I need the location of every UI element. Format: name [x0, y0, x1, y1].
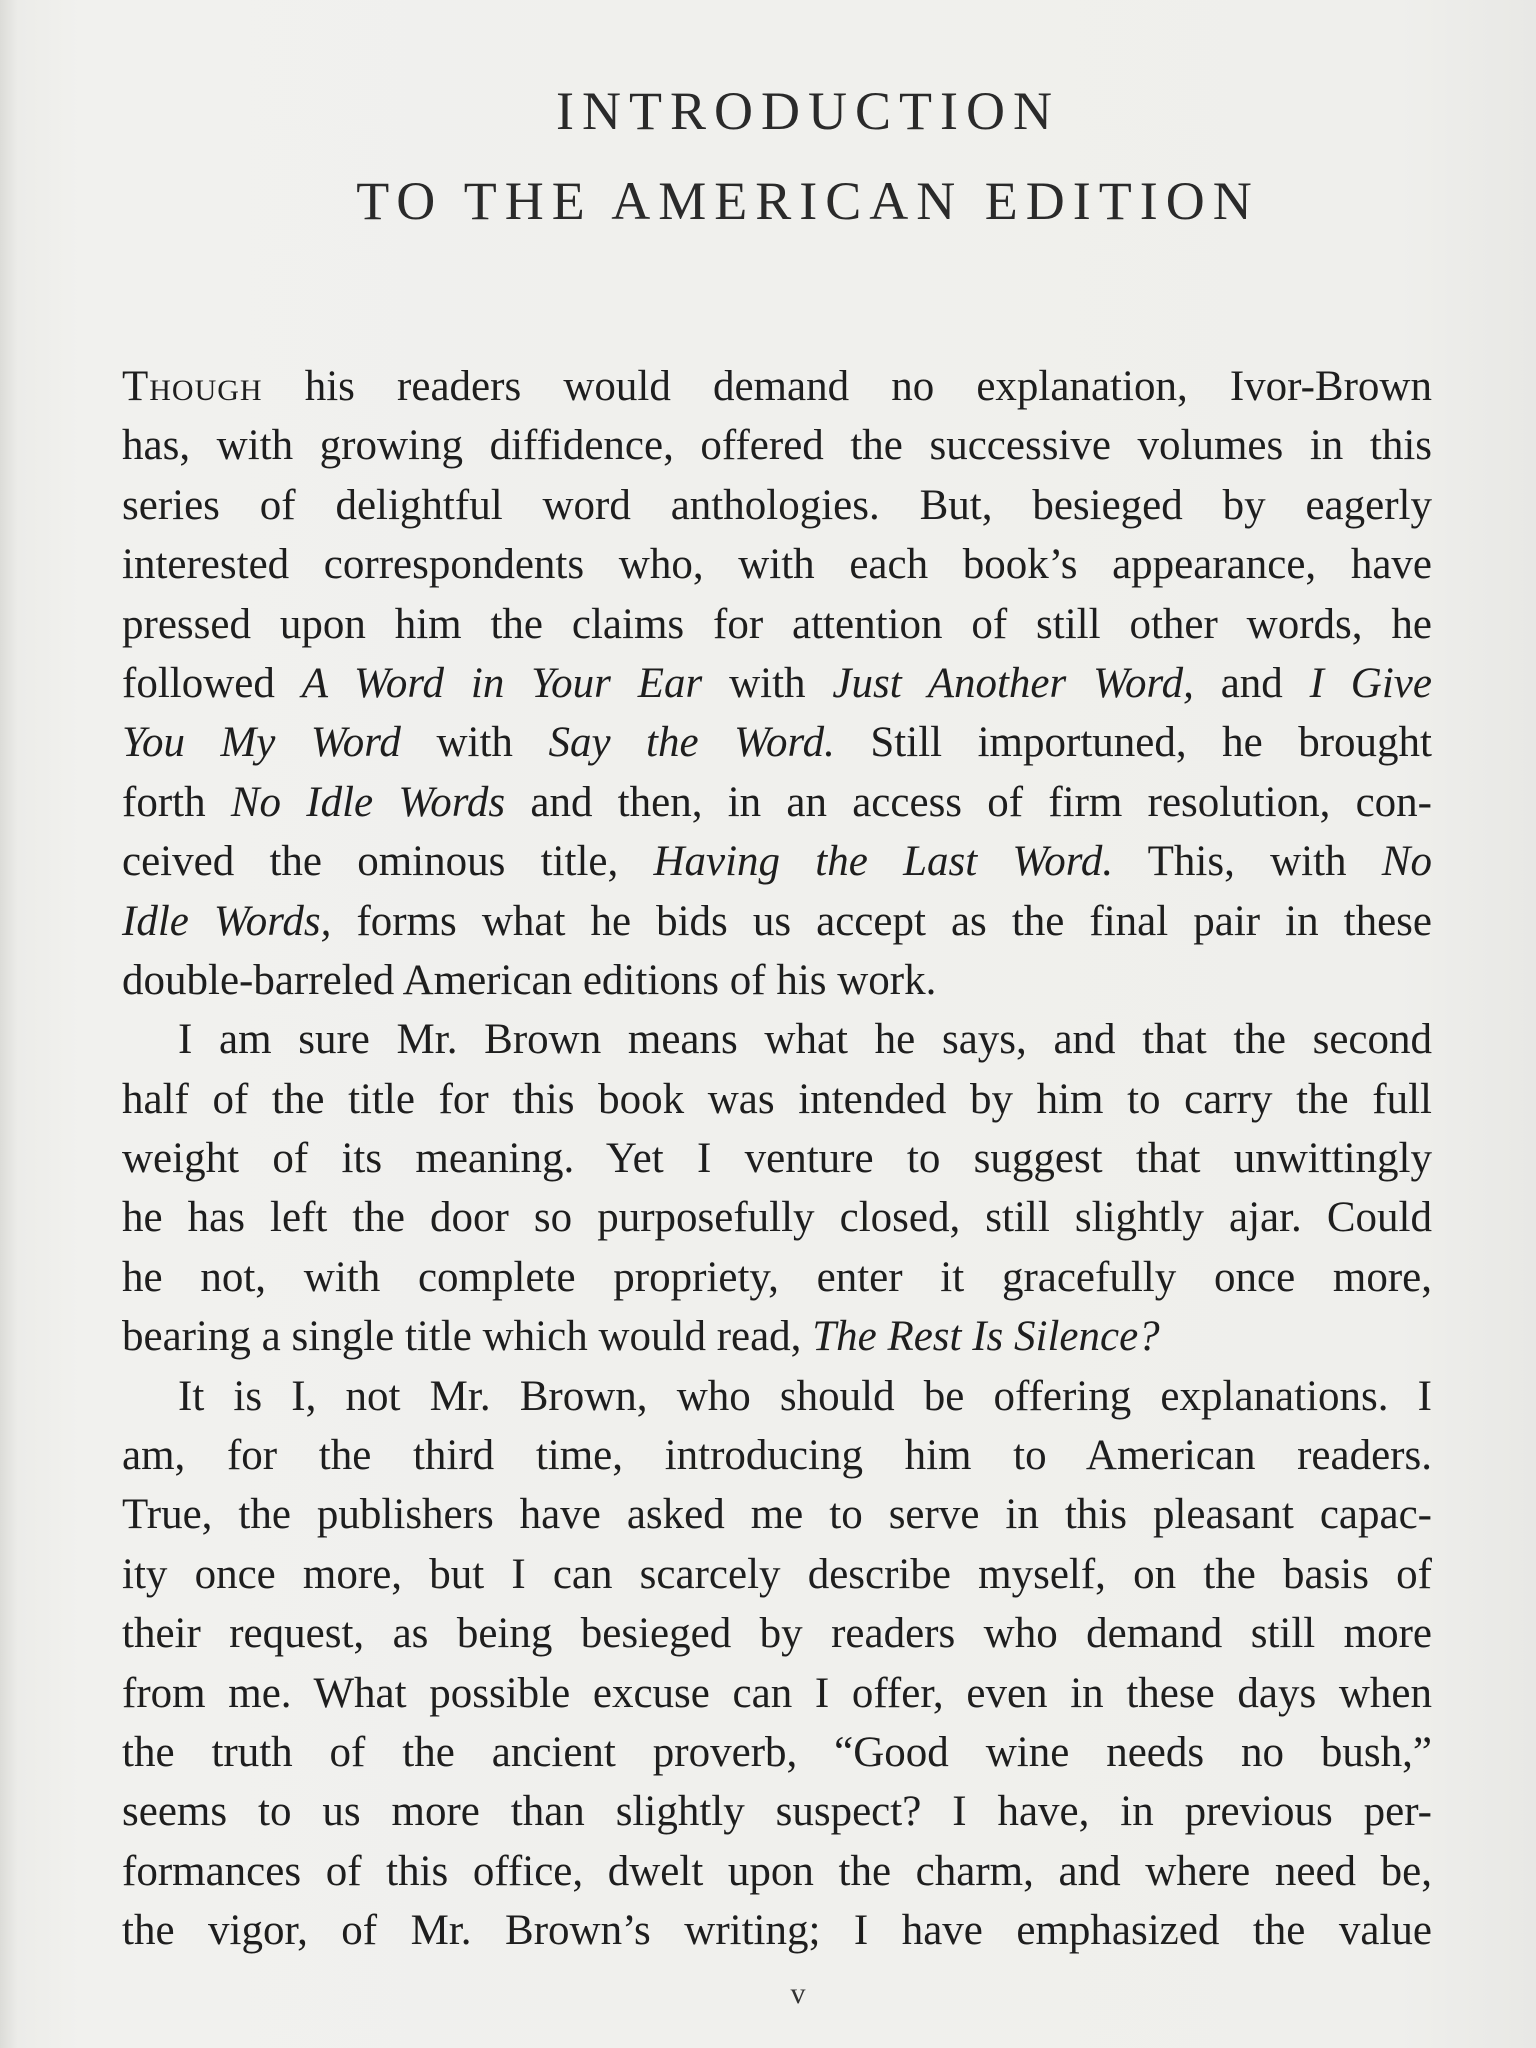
book-title: Having the Last Word.	[653, 838, 1114, 886]
text-span: forth	[122, 778, 231, 826]
text-line: the vigor, of Mr. Brown’s writing; I have emphasized the value	[122, 1907, 1432, 1955]
text-span: Still importuned, he brought	[834, 719, 1432, 767]
book-title: Idle Words,	[122, 897, 332, 945]
text-line: their request, as being besieged by readers who demand still more	[122, 1610, 1432, 1658]
book-title: You My Word	[122, 719, 401, 767]
text-line: he has left the door so purposefully closed, still slightly ajar. Could	[122, 1194, 1432, 1242]
paragraph-3	[122, 1367, 1432, 1961]
text-line	[122, 1307, 1432, 1366]
text-line: the truth of the ancient proverb, “Good wine needs no bush,”	[122, 1728, 1432, 1776]
text-line: weight of its meaning. Yet I venture to suggest that unwittingly	[122, 1135, 1432, 1183]
chapter-heading-line-2: TO THE AMERICAN EDITION	[356, 171, 1260, 231]
body-text	[122, 357, 1432, 1961]
text-line: seems to us more than slightly suspect? I have, in previous per-	[122, 1788, 1432, 1836]
text-line: True, the publishers have asked me to serve in this pleasant capac-	[122, 1491, 1432, 1539]
text-line: It is I, not Mr. Brown, who should be offering explanations. I	[178, 1372, 1432, 1420]
text-line	[122, 654, 1432, 713]
text-line: double-barreled American editions of his work.	[122, 956, 937, 1004]
book-title: A Word in Your Ear	[301, 659, 703, 707]
text-line: pressed upon him the claims for attention of still other words, he	[122, 600, 1432, 648]
text-line	[122, 713, 1432, 772]
text-line: interested correspondents who, with each book’s appearance, have	[122, 541, 1432, 589]
drop-smallcaps-lead: Though	[122, 363, 263, 410]
text-line: am, for the third time, introducing him to American readers.	[122, 1432, 1432, 1480]
text-line: series of delightful word anthologies. But, besieged by eagerly	[122, 481, 1432, 529]
text-line: ity once more, but I can scarcely describe myself, on the basis of	[122, 1550, 1432, 1598]
page-number: v	[790, 1977, 806, 2010]
text-span: ceived the ominous title,	[122, 838, 654, 886]
text-span: and	[1193, 659, 1310, 707]
text-line: from me. What possible excuse can I offer, even in these days when	[122, 1669, 1432, 1717]
text-span: and then, in an access of firm resolution, con-	[505, 778, 1432, 826]
text-line	[122, 832, 1432, 891]
book-title: No Idle Words	[230, 778, 506, 826]
book-title: The Rest Is Silence?	[812, 1313, 1160, 1361]
book-title: No	[1381, 838, 1432, 886]
book-title: Just Another Word,	[832, 659, 1194, 707]
text-span: bearing a single title which would read,	[122, 1313, 813, 1361]
text-line	[122, 892, 1432, 951]
text-line: half of the title for this book was intended by him to carry the full	[122, 1075, 1432, 1123]
paragraph-2	[122, 1010, 1432, 1366]
text-span: This, with	[1113, 838, 1382, 886]
text-span: forms what he bids us accept as the final pair in these	[331, 897, 1432, 945]
paragraph-1	[122, 357, 1432, 1010]
chapter-heading-line-1: INTRODUCTION	[556, 81, 1060, 141]
text-span: his readers would demand no explanation, Ivor-Brown	[262, 363, 1432, 410]
text-line: he not, with complete propriety, enter it gracefully once more,	[122, 1253, 1432, 1301]
text-line: I am sure Mr. Brown means what he says, and that the second	[178, 1016, 1432, 1064]
book-title: I Give	[1309, 659, 1432, 707]
text-line	[122, 773, 1432, 832]
text-span: with	[702, 659, 833, 707]
text-span: with	[400, 719, 549, 767]
text-line: formances of this office, dwelt upon the charm, and where need be,	[122, 1847, 1432, 1895]
text-span: followed	[122, 659, 302, 707]
text-line	[122, 357, 1432, 416]
book-title: Say the Word.	[548, 719, 835, 767]
text-line: has, with growing diffidence, offered the successive volumes in this	[122, 422, 1432, 470]
